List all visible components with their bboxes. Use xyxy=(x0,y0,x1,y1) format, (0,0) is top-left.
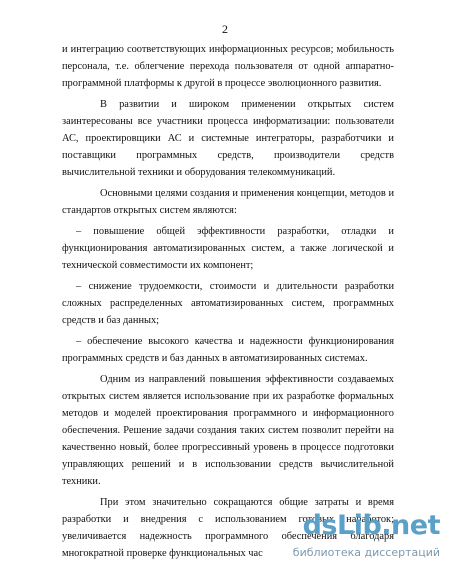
paragraph-first-line: При этом значительно сокращаются общие затраты и время xyxy=(100,497,394,508)
text-line: техники. xyxy=(62,476,101,487)
text-line: программных средств и баз данных в автоматизированных системах. xyxy=(62,353,368,364)
text-line: сложных распределенных автоматизированных систем, программных xyxy=(62,298,394,309)
paragraph-first-line: Основными целями создания и применения концепции, методов и xyxy=(100,188,394,199)
list-item-line: – повышение общей эффективности разработки, отладки и xyxy=(76,226,394,237)
page-number: 2 xyxy=(222,22,228,36)
text-line: управляющих решений и в использовании средств вычислительной xyxy=(62,459,394,470)
text-line: вычислительной техники и оборудования телекоммуникаций. xyxy=(62,167,336,178)
text-line: многократной проверке функциональных час xyxy=(62,548,263,559)
text-line: обеспечения. Решение задачи создания таких систем позволит перейти на xyxy=(62,425,394,436)
text-line: программной платформы к другой в процессе эволюционного развития. xyxy=(62,78,382,89)
text-line: заинтересованы все участники процесса информатизации: пользователи xyxy=(62,116,394,127)
text-line: и интеграцию соответствующих информационных ресурсов; мобильность xyxy=(62,44,394,55)
paragraph-first-line: Одним из направлений повышения эффективности создаваемых xyxy=(100,374,394,385)
watermark-logo: dsLib.net xyxy=(302,510,440,541)
text-line: разработки и внедрения с использованием готовых наработок; xyxy=(62,514,394,525)
text-line: технической совместимости их компонент; xyxy=(62,260,254,271)
list-item-line: – обеспечение высокого качества и надежности функционирования xyxy=(76,336,394,347)
text-line: качественно новый, более прогрессивный уровень в процессе подготовки xyxy=(62,442,394,453)
text-line: средств и баз данных; xyxy=(62,315,160,326)
text-line: поставщики программных средств, производители средств xyxy=(62,150,394,161)
text-line: функционирования автоматизированных систем, а также логической и xyxy=(62,243,394,254)
text-line: стандартов открытых систем являются: xyxy=(62,205,237,216)
list-item-line: – снижение трудоемкости, стоимости и длительности разработки xyxy=(76,281,394,292)
text-line: методов и моделей проектирования программного и информационного xyxy=(62,408,394,419)
watermark-subtitle: библиотека диссертаций xyxy=(292,546,440,559)
text-line: персонала, т.е. облегчение перехода пользователя от одной аппаратно- xyxy=(62,61,394,72)
text-line: увеличивается надежность программного обеспечения благодаря xyxy=(62,531,394,542)
text-line: АС, проектировщики АС и системные интеграторы, разработчики и xyxy=(62,133,394,144)
text-line: открытых систем является использование при их разработке формальных xyxy=(62,391,394,402)
paragraph-first-line: В развитии и широком применении открытых систем xyxy=(100,99,394,110)
